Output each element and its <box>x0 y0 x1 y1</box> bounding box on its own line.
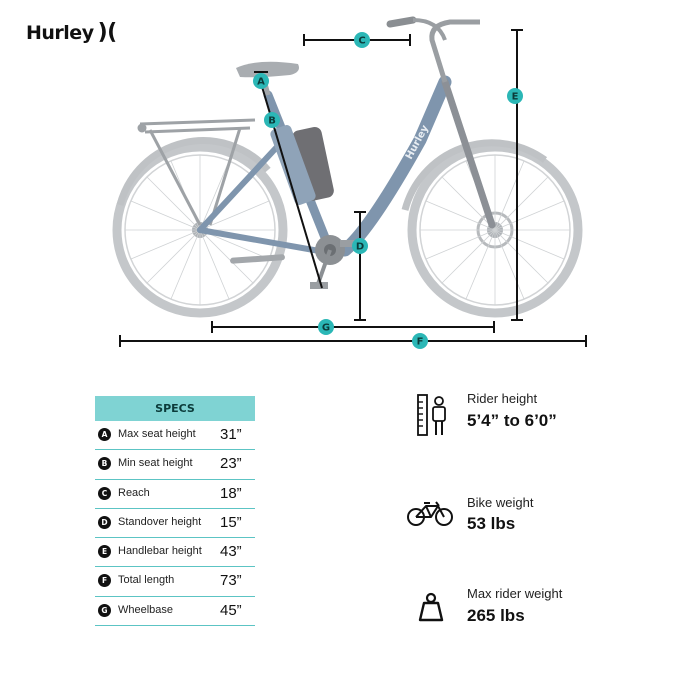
marker-e <box>507 88 523 104</box>
info-label: Max rider weight <box>467 586 563 601</box>
spec-row-wheelbase <box>95 597 255 626</box>
spec-letter-badge: F <box>98 574 111 587</box>
svg-text:B: B <box>268 115 276 127</box>
info-label: Bike weight <box>467 495 534 510</box>
spec-value: 73” <box>220 572 242 590</box>
marker-c <box>354 32 370 48</box>
spec-row-handlebar-height <box>95 538 255 567</box>
spec-label: Handlebar height <box>118 545 202 558</box>
height-ruler-icon <box>416 393 450 437</box>
brand-mark: )( <box>97 20 117 45</box>
info-value: 53 lbs <box>467 514 516 533</box>
frame-logo-text: Hurley <box>403 123 432 162</box>
svg-text:C: C <box>358 35 366 47</box>
front-wheel <box>412 147 578 313</box>
spec-label: Reach <box>118 486 150 499</box>
spec-value: 31” <box>220 426 242 443</box>
svg-text:D: D <box>355 241 365 253</box>
svg-text:E: E <box>511 91 519 103</box>
spec-label: Total length <box>118 574 175 587</box>
handlebar <box>390 20 480 82</box>
weight-icon <box>418 592 444 622</box>
specs-table <box>95 396 255 626</box>
marker-f <box>412 333 428 349</box>
dimension-lines <box>120 30 586 347</box>
spec-letter-badge: D <box>98 516 111 529</box>
spec-label: Min seat height <box>118 457 193 470</box>
rear-rack <box>139 120 255 225</box>
spec-row-min-seat-height <box>95 450 255 479</box>
svg-text:G: G <box>321 322 331 334</box>
svg-text:A: A <box>257 76 265 88</box>
spec-row-reach <box>95 480 255 509</box>
info-value: 5’4” to 6’0” <box>467 411 557 430</box>
spec-row-max-seat-height <box>95 421 255 450</box>
bicycle-icon <box>406 498 454 528</box>
crankset <box>310 235 358 289</box>
info-value: 265 lbs <box>467 606 525 625</box>
spec-label: Max seat height <box>118 428 196 440</box>
spec-label: Wheelbase <box>118 603 174 616</box>
svg-text:F: F <box>416 336 424 348</box>
marker-b <box>264 112 280 128</box>
spec-row-total-length <box>95 567 255 596</box>
spec-value: 45” <box>220 601 242 619</box>
spec-letter-badge: B <box>98 457 111 470</box>
info-label: Rider height <box>467 391 538 406</box>
spec-value: 23” <box>220 455 242 473</box>
spec-row-standover-height <box>95 509 255 538</box>
bicycle-illustration <box>117 20 578 313</box>
spec-value: 15” <box>220 513 242 531</box>
marker-a <box>253 73 269 89</box>
spec-value: 18” <box>220 484 242 502</box>
marker-g <box>318 319 334 335</box>
spec-letter-badge: E <box>98 545 111 558</box>
spec-letter-badge: A <box>98 428 111 441</box>
spec-letter-badge: C <box>98 487 111 500</box>
spec-value: 43” <box>220 543 242 561</box>
spec-letter-badge: G <box>98 604 111 617</box>
bike-frame <box>200 82 492 252</box>
spec-label: Standover height <box>118 515 202 528</box>
marker-d <box>352 238 368 254</box>
specs-title: SPECS <box>95 396 255 421</box>
brand-name: Hurley <box>26 21 94 44</box>
